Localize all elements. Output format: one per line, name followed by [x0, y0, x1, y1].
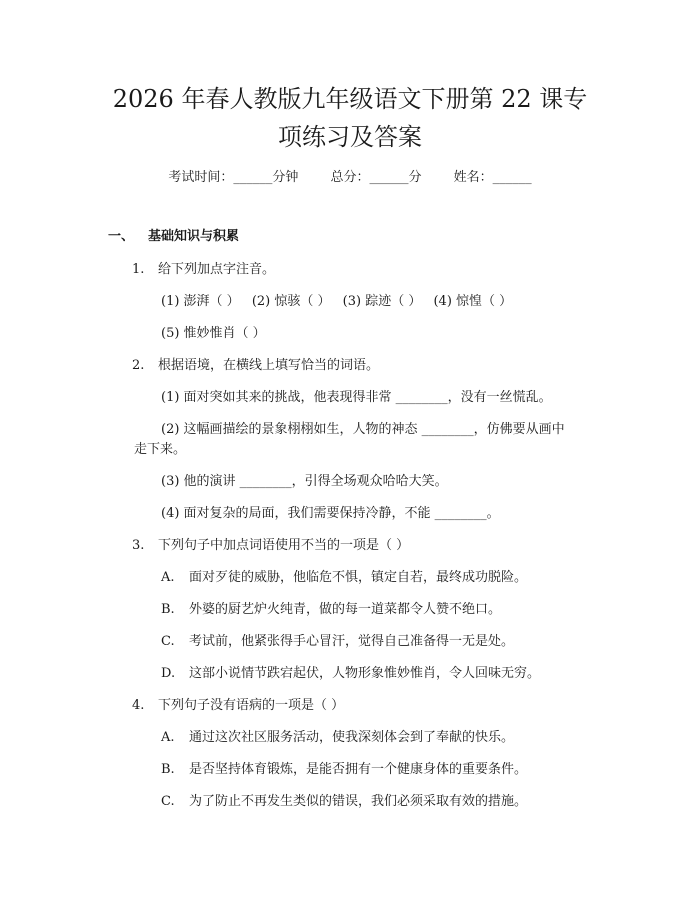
section-title: 基础知识与积累 [148, 229, 240, 244]
option-label: C. [161, 794, 175, 809]
option-text: 考试前，他紧张得手心冒汗，觉得自己准备得一无是处。 [189, 634, 515, 649]
question-prompt: 下列句子中加点词语使用不当的一项是（ ） [158, 538, 410, 553]
exam-meta [0, 169, 700, 187]
option-text: 这部小说情节跌宕起伏，人物形象惟妙惟肖，令人回味无穷。 [189, 666, 541, 681]
q1-pinyin-items [161, 293, 520, 311]
total-score-label: 总分：______分 [330, 170, 422, 185]
q3-option-a [161, 569, 527, 587]
q4-option-c [161, 793, 527, 811]
option-text: 通过这次社区服务活动，使我深刻体会到了奉献的快乐。 [189, 730, 515, 745]
title-line-2: 项练习及答案 [278, 123, 422, 151]
student-name-label: 姓名：______ [453, 170, 532, 185]
question-number: 4. [132, 698, 145, 713]
question-prompt: 下列句子没有语病的一项是（ ） [158, 698, 345, 713]
pinyin-item: (2) 惊骇（ ） [251, 294, 331, 309]
q3-option-d [161, 665, 540, 683]
question-prompt: 根据语境，在横线上填写恰当的词语。 [158, 358, 380, 373]
q3-option-b [161, 601, 501, 619]
q4-option-b [161, 761, 527, 779]
q2-sentence-2-continued: 走下来。 [134, 442, 187, 457]
option-text: 是否坚持体育锻炼，是能否拥有一个健康身体的重要条件。 [189, 762, 528, 777]
q4-option-a [161, 729, 514, 747]
option-label: C. [161, 634, 175, 649]
pinyin-item: (1) 澎湃（ ） [161, 294, 240, 309]
question-number: 1. [132, 262, 145, 277]
section-number: 一、 [108, 229, 135, 244]
q2-sentence-2: (2) 这幅画描绘的景象栩栩如生，人物的神态 ________，仿佛要从画中 [161, 422, 565, 437]
q2-sentence-3: (3) 他的演讲 ________，引得全场观众哈哈大笑。 [161, 474, 448, 489]
question-prompt: 给下列加点字注音。 [158, 262, 276, 277]
title-line-1: 2026 年春人教版九年级语文下册第 22 课专 [112, 85, 588, 113]
option-label: A. [161, 570, 175, 585]
question-4 [132, 697, 344, 715]
q1-pinyin-item-5: (5) 惟妙惟肖（ ） [161, 326, 266, 341]
document-title [80, 80, 620, 156]
pinyin-item: (4) 惊惶（ ） [433, 294, 513, 309]
option-label: B. [161, 602, 175, 617]
option-label: B. [161, 762, 175, 777]
q3-option-c [161, 633, 514, 651]
question-2 [132, 357, 379, 375]
q2-sentence-1: (1) 面对突如其来的挑战，他表现得非常 ________，没有一丝慌乱。 [161, 390, 552, 405]
exam-time-label: 考试时间：______分钟 [168, 170, 299, 185]
question-number: 2. [132, 358, 145, 373]
option-label: D. [161, 666, 176, 681]
pinyin-item: (3) 踪迹（ ） [342, 294, 422, 309]
option-label: A. [161, 730, 175, 745]
question-number: 3. [132, 538, 145, 553]
question-1 [132, 261, 275, 279]
q2-sentence-4: (4) 面对复杂的局面，我们需要保持冷静，不能 ________。 [161, 506, 500, 521]
option-text: 外婆的厨艺炉火纯青，做的每一道菜都令人赞不绝口。 [189, 602, 502, 617]
question-3 [132, 537, 409, 555]
section-heading [108, 228, 239, 246]
option-text: 为了防止不再发生类似的错误，我们必须采取有效的措施。 [189, 794, 528, 809]
option-text: 面对歹徒的威胁，他临危不惧，镇定自若，最终成功脱险。 [189, 570, 528, 585]
